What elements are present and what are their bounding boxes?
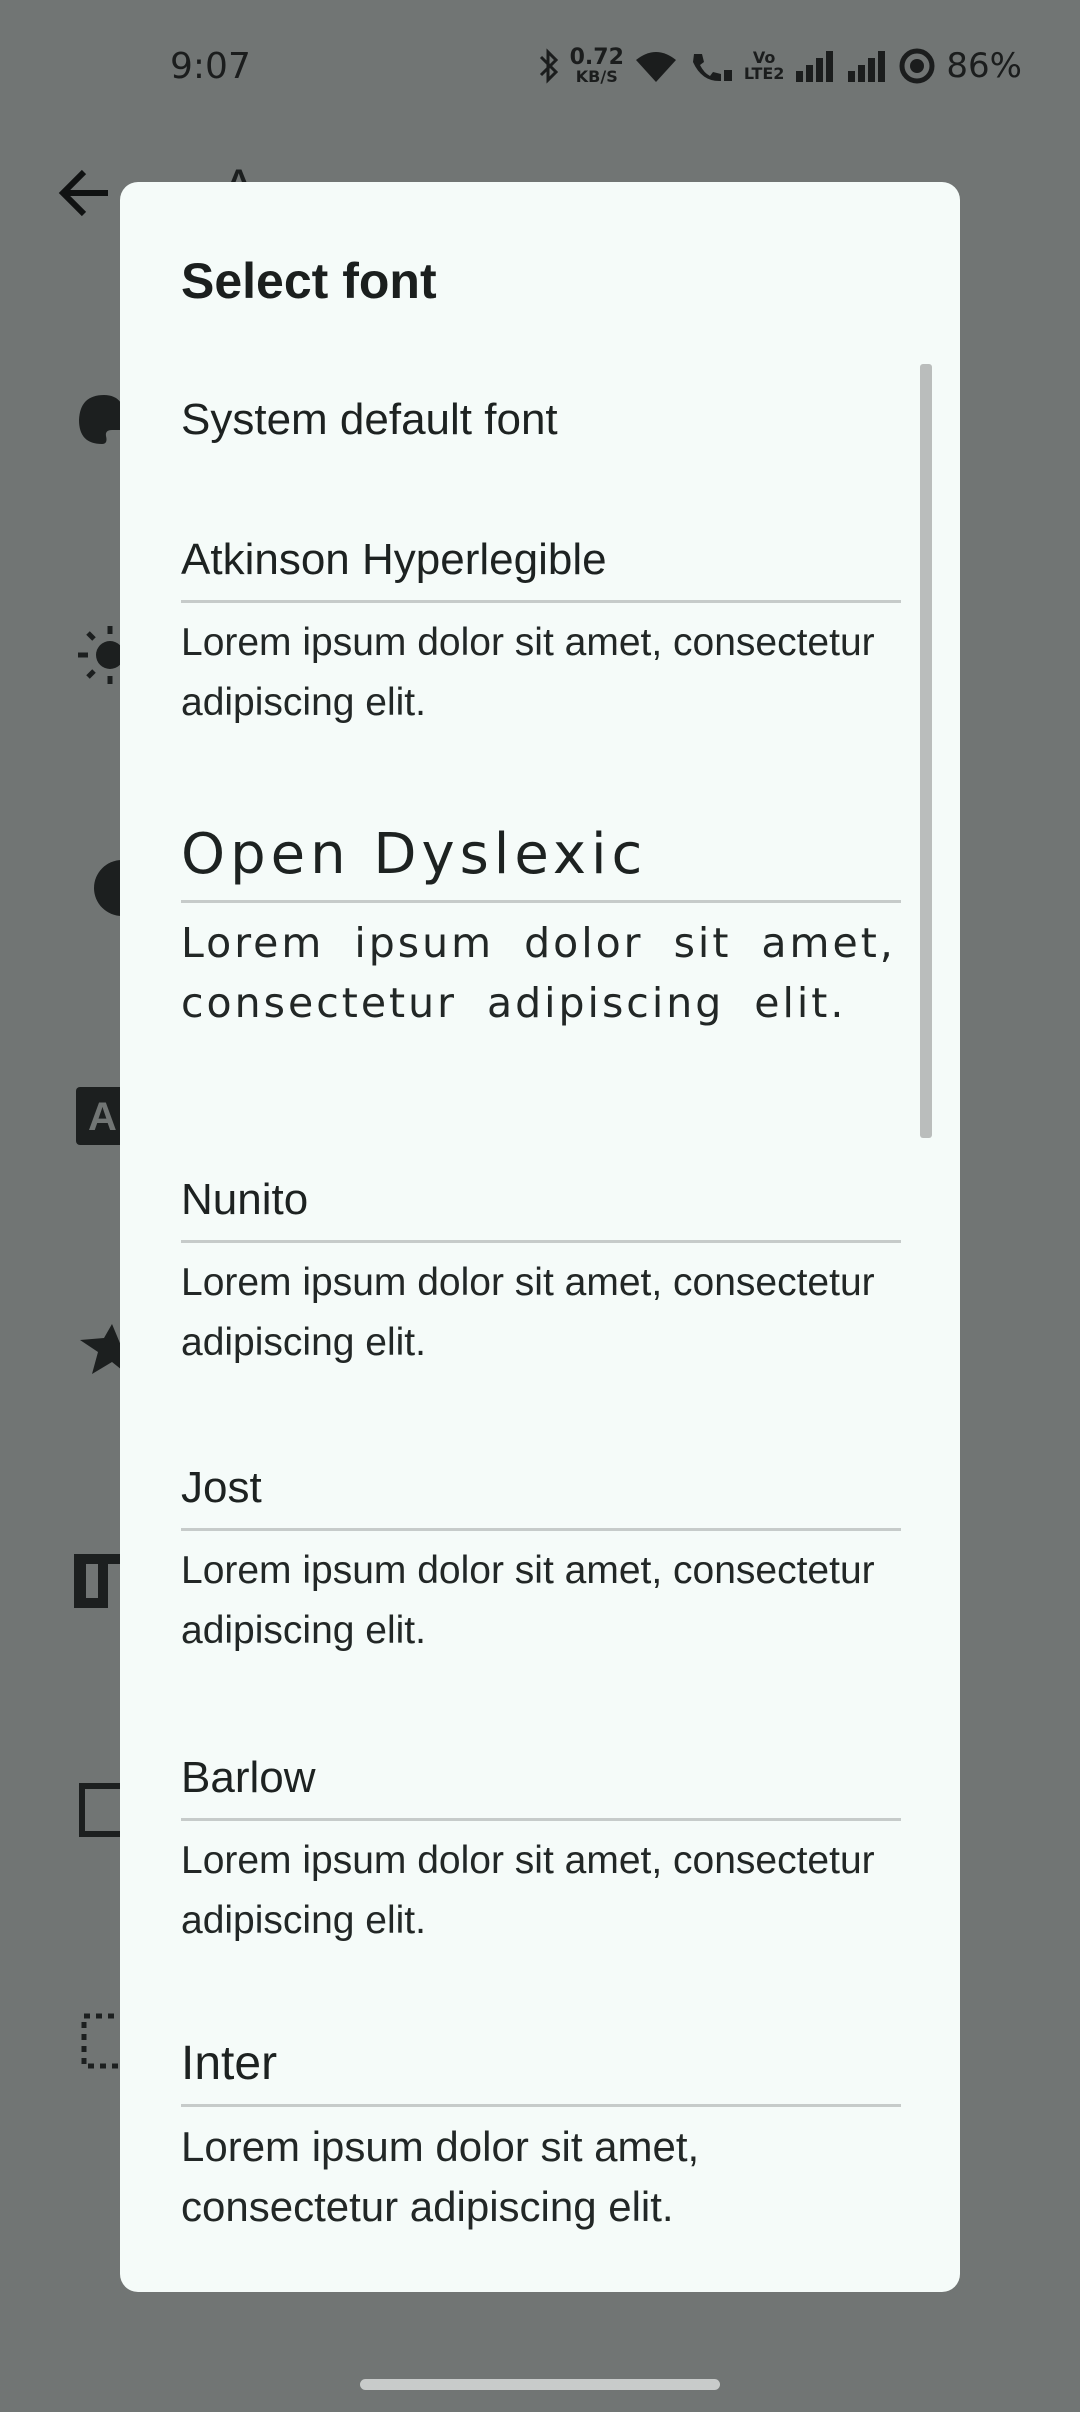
font-option-name: Barlow xyxy=(181,1752,901,1821)
signal-icon xyxy=(846,49,888,83)
gesture-nav-handle[interactable] xyxy=(360,2379,720,2390)
bluetooth-icon xyxy=(538,48,560,84)
square-icon xyxy=(76,1782,126,1838)
signal-icon xyxy=(794,49,836,83)
font-sample-text: Lorem ipsum dolor sit amet, consectetur adipiscing elit. xyxy=(181,919,896,1027)
net-speed-unit: KB/S xyxy=(575,67,618,86)
font-sample-text: Lorem ipsum dolor sit amet, consectetur adipiscing elit. xyxy=(181,621,875,724)
contrast-icon xyxy=(76,858,126,918)
wifi-calling-icon xyxy=(688,48,734,84)
status-icons xyxy=(538,44,1022,88)
font-option-inter[interactable] xyxy=(181,2038,901,2237)
scrollbar[interactable] xyxy=(920,364,932,1138)
back-arrow-icon[interactable] xyxy=(58,168,112,218)
palette-icon xyxy=(76,392,126,448)
font-sample-text: Lorem ipsum dolor sit amet, consectetur adipiscing elit. xyxy=(181,1261,875,1364)
net-speed xyxy=(570,47,624,85)
font-option-name: System default font xyxy=(181,395,558,444)
font-sample-text: Lorem ipsum dolor sit amet, consectetur adipiscing elit. xyxy=(181,1839,875,1942)
volte-top: Vo xyxy=(752,48,776,67)
font-sample-text: Lorem ipsum dolor sit amet, consectetur adipiscing elit. xyxy=(181,1549,875,1652)
font-option-jost[interactable] xyxy=(181,1462,901,1661)
volte-bottom: LTE2 xyxy=(743,64,785,83)
battery-icon xyxy=(898,47,936,85)
font-option-name: Nunito xyxy=(181,1174,901,1243)
star-icon xyxy=(76,1320,126,1376)
font-icon: A xyxy=(76,1087,126,1145)
font-option-name: Atkinson Hyperlegible xyxy=(181,534,901,603)
font-option-system-default[interactable] xyxy=(181,394,901,460)
status-bar xyxy=(0,0,1080,140)
font-option-nunito[interactable] xyxy=(181,1174,901,1373)
dialog-title: Select font xyxy=(181,253,437,309)
font-option-barlow[interactable] xyxy=(181,1752,901,1951)
status-time: 9:07 xyxy=(170,46,251,87)
wifi-icon xyxy=(634,48,678,84)
font-option-open-dyslexic[interactable] xyxy=(181,824,901,1033)
layout-icon xyxy=(70,1550,126,1610)
volte-indicator xyxy=(744,50,785,82)
battery-percent: 86% xyxy=(946,46,1022,86)
font-option-atkinson[interactable] xyxy=(181,534,901,733)
brightness-icon xyxy=(76,624,126,686)
font-option-name: Jost xyxy=(181,1462,901,1531)
select-font-dialog xyxy=(120,182,960,2292)
font-option-name: Inter xyxy=(181,2038,901,2107)
font-option-name: Open Dyslexic xyxy=(181,824,901,903)
font-sample-text: Lorem ipsum dolor sit amet, consectetur adipiscing elit. xyxy=(181,2123,700,2230)
font-options-list[interactable] xyxy=(120,350,960,2230)
net-speed-value: 0.72 xyxy=(569,45,624,70)
